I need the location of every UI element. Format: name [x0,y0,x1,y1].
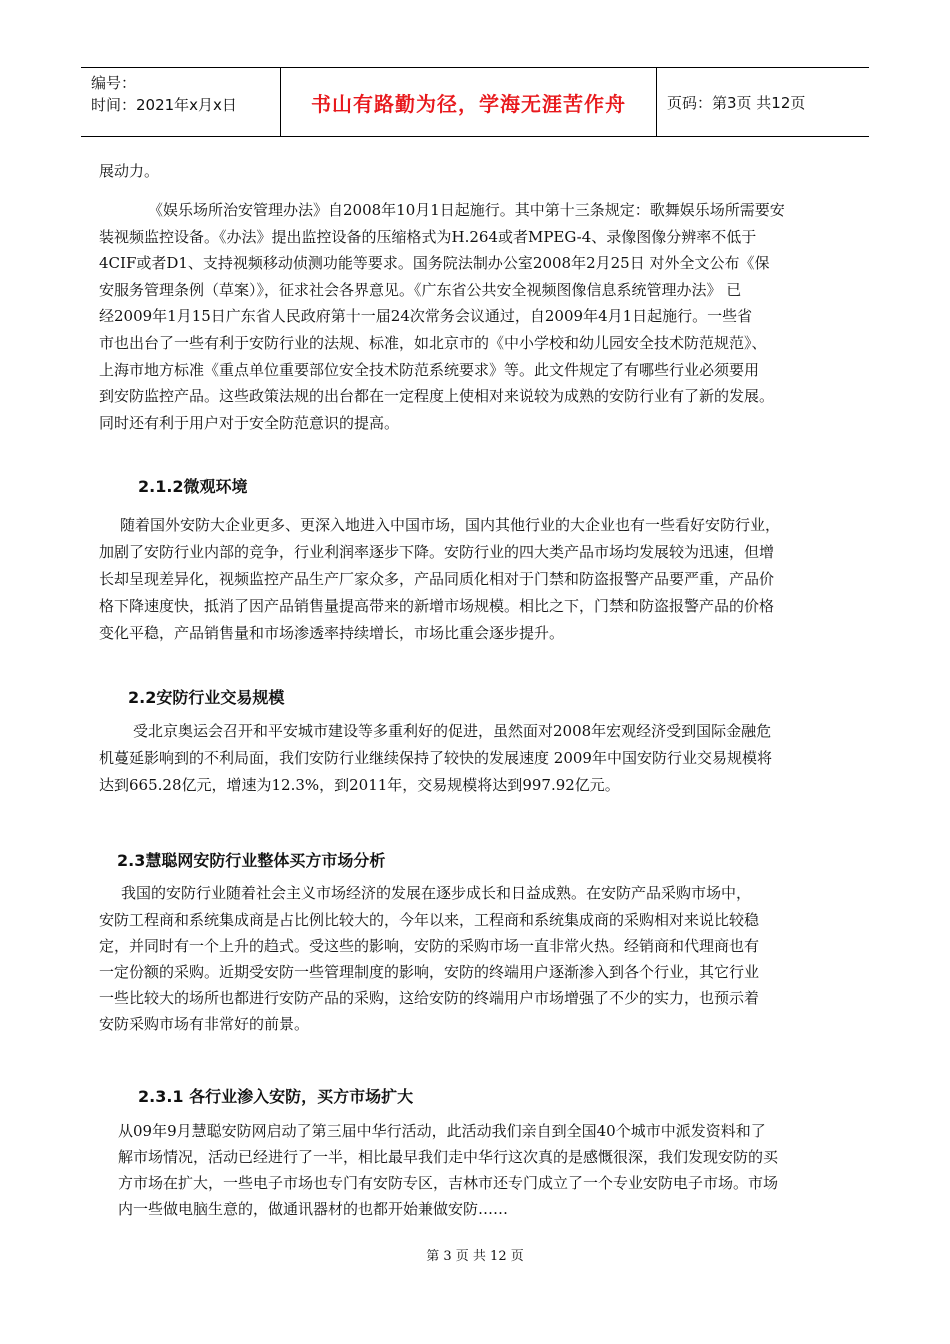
text-line: 4CIF或者D1、支持视频移动侦测功能等要求。国务院法制办公室2008年2月25日 对外全文公布《保 [99,254,770,272]
section-heading-2-3-1: 2.3.1 各行业渗入安防，买方市场扩大 [138,1087,414,1106]
text-line: 机蔓延影响到的不利局面，我们安防行业继续保持了较快的发展速度 2009年中国安防行业交易规模将 [99,749,772,767]
document-date: 时间：2021年x月x日 [91,96,237,114]
page-footer: 第 3 页 共 12 页 [426,1249,524,1264]
section-heading-2-1-2: 2.1.2微观环境 [138,477,248,496]
text-line: 内一些做电脑生意的，做通讯器材的也都开始兼做安防…… [118,1200,509,1218]
text-line: 长却呈现差异化，视频监控产品生产厂家众多，产品同质化相对于门禁和防盗报警产品要严重，产品价 [99,570,775,588]
text-line: 随着国外安防大企业更多、更深入地进入中国市场，国内其他行业的大企业也有一些看好安防行业， [120,516,781,534]
document-number: 编号： [91,74,137,92]
text-line: 方市场在扩大，一些电子市场也专门有安防专区，吉林市还专门成立了一个专业安防电子市场。市场 [118,1174,779,1192]
text-line: 定，并同时有一个上升的趋式。受这些的影响，安防的采购市场一直非常火热。经销商和代理商也有 [99,937,760,955]
page-header [81,67,869,137]
text-line: 市也出台了一些有利于安防行业的法规、标准，如北京市的《中小学校和幼儿园安全技术防范规范》、 [99,334,767,352]
text-line: 达到665.28亿元，增速为12.3%，到2011年，交易规模将达到997.92亿元。 [99,776,620,794]
text-line: 装视频监控设备。《办法》提出监控设备的压缩格式为H.264或者MPEG-4、录像图像分辨率不低于 [99,228,757,246]
text-line: 安防采购市场有非常好的前景。 [99,1015,310,1033]
text-line: 解市场情况，活动已经进行了一半，相比最早我们走中华行这次真的是感慨很深，我们发现安防的买 [118,1148,779,1166]
header-meta [81,68,281,136]
text-line: 受北京奥运会召开和平安城市建设等多重利好的促进，虽然面对2008年宏观经济受到国际金融危 [133,722,772,740]
text-line: 我国的安防行业随着社会主义市场经济的发展在逐步成长和日益成熟。在安防产品采购市场中， [121,884,752,902]
text-line: 变化平稳，产品销售量和市场渗透率持续增长，市场比重会逐步提升。 [99,624,565,642]
text-line: 同时还有利于用户对于安全防范意识的提高。 [99,414,400,432]
text-line: 安防工程商和系统集成商是占比例比较大的，今年以来，工程商和系统集成商的采购相对来说比较稳 [99,911,760,929]
header-motto: 书山有路勤为径，学海无涯苦作舟 [281,68,657,136]
section-heading-2-2: 2.2安防行业交易规模 [128,688,285,707]
section-heading-2-3: 2.3慧聪网安防行业整体买方市场分析 [117,851,386,870]
text-line: 经2009年1月15日广东省人民政府第十一届24次常务会议通过，自2009年4月1日起施行。一些省 [99,307,753,325]
text-line: 格下降速度快，抵消了因产品销售量提高带来的新增市场规模。相比之下，门禁和防盗报警产品的价格 [99,597,775,615]
text-line: 加剧了安防行业内部的竞争，行业利润率逐步下降。安防行业的四大类产品市场均发展较为迅速，但增 [99,543,775,561]
text-line: 到安防监控产品。这些政策法规的出台都在一定程度上使相对来说较为成熟的安防行业有了新的发展。 [99,387,775,405]
paragraph-intro-tail: 展动力。 [99,162,160,180]
text-line: 一定份额的采购。近期受安防一些管理制度的影响，安防的终端用户逐渐渗入到各个行业，其它行业 [99,963,760,981]
text-line: 一些比较大的场所也都进行安防产品的采购，这给安防的终端用户市场增强了不少的实力，也预示着 [99,989,760,1007]
header-page-info: 页码：第3页 共12页 [667,93,806,112]
text-line: 从09年9月慧聪安防网启动了第三届中华行活动，此活动我们亲自到全国40个城市中派发资料和了 [118,1122,766,1140]
text-line: 《娱乐场所治安管理办法》自2008年10月1日起施行。其中第十三条规定：歌舞娱乐场所需要安 [148,201,785,219]
text-line: 安服务管理条例（草案）》，征求社会各界意见。《广东省公共安全视频图像信息系统管理办法》 已 [99,281,742,299]
text-line: 上海市地方标准《重点单位重要部位安全技术防范系统要求》等。此文件规定了有哪些行业必须要用 [99,361,760,379]
